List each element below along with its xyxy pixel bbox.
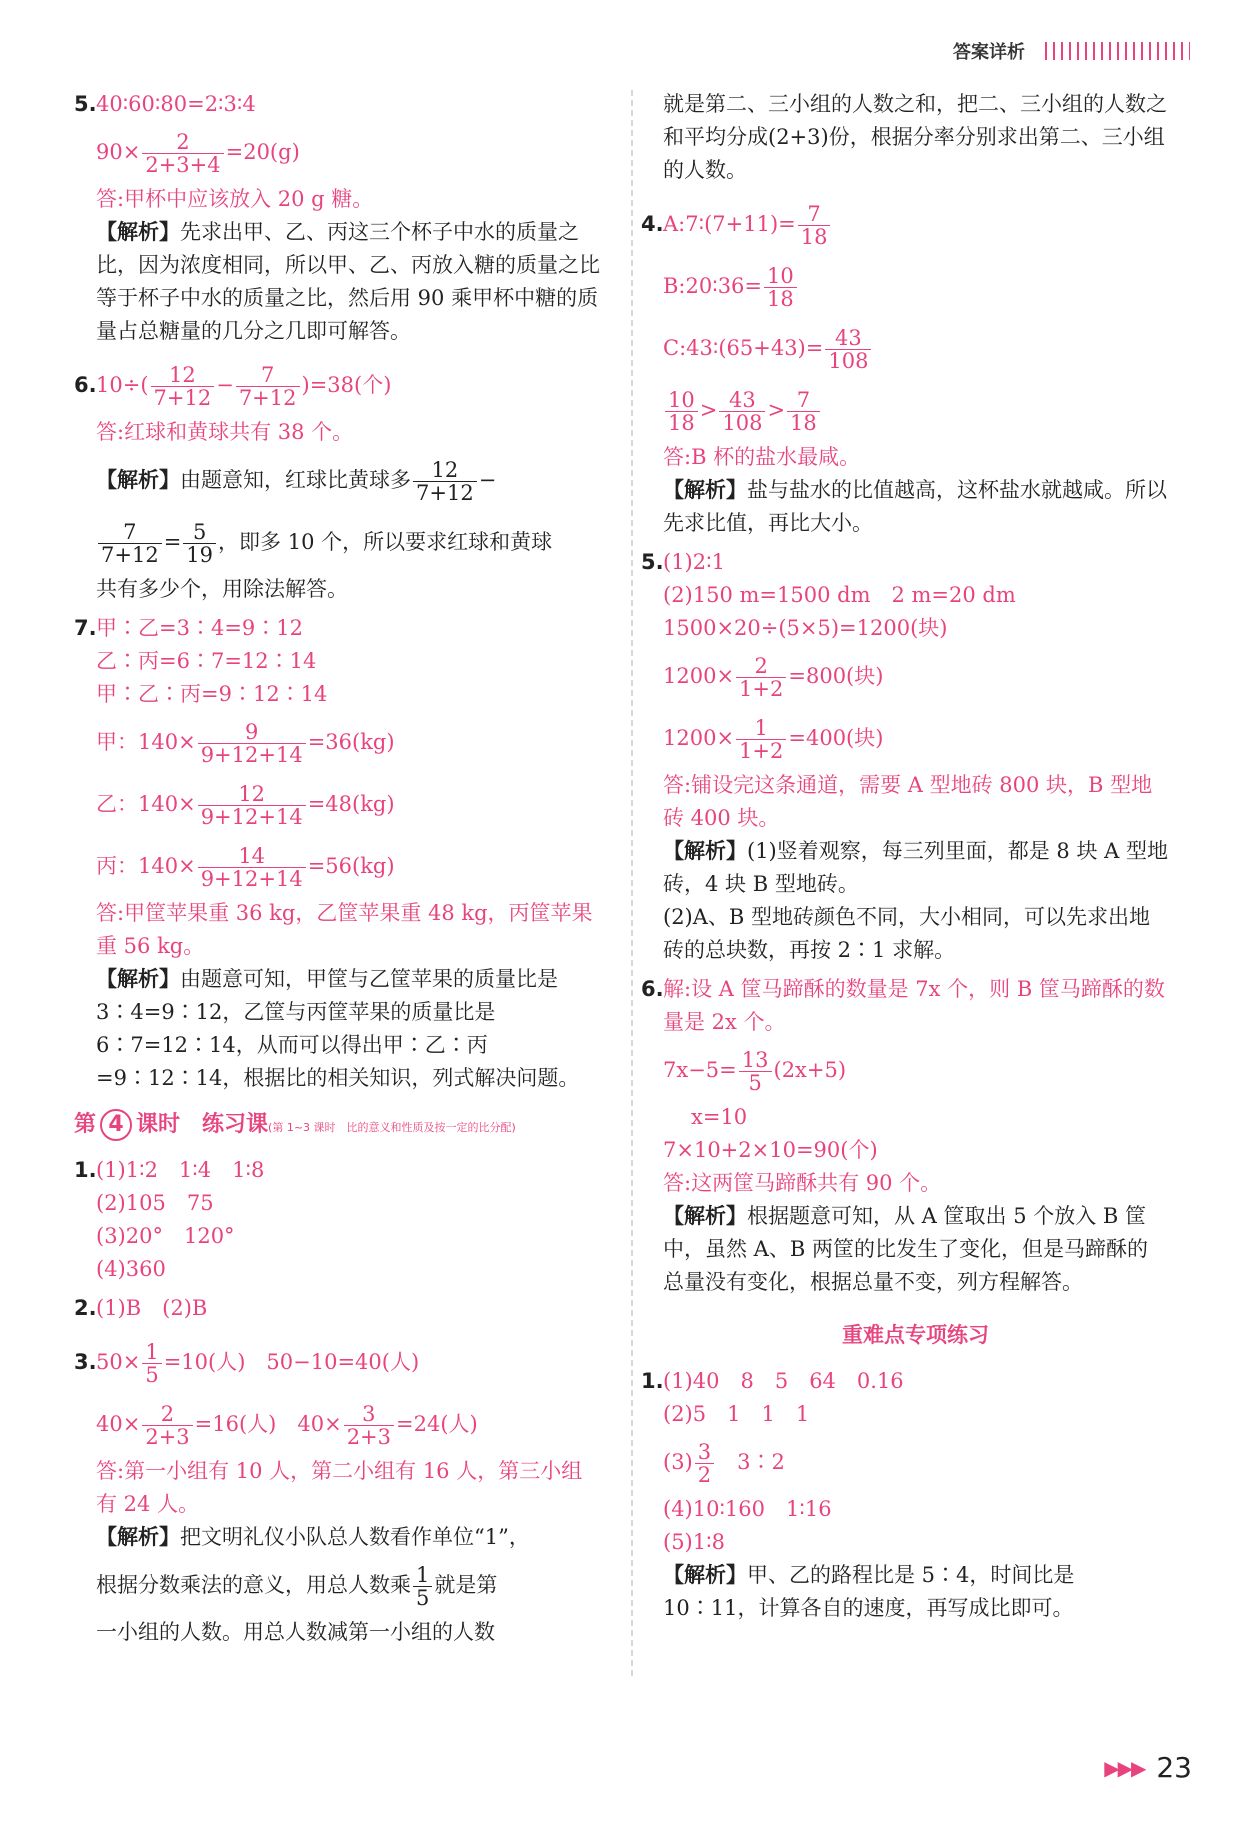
text-line: 90× $\frac{2}{2+3+4}$ =20(g): [96, 130, 300, 177]
fraction: $\frac{1}{1+2}$: [736, 717, 786, 762]
arrow-decoration-icon: ▶▶▶: [1104, 1755, 1145, 1780]
text-line: 6. 10÷( $\frac{12}{7+12}$ − $\frac{7}{7+12}$ )=38(个): [96, 354, 601, 416]
fraction: $\frac{2}{1+2}$: [736, 655, 786, 700]
fraction: $\frac{2}{2+3}$: [142, 1403, 192, 1448]
exercise-3: [74, 1331, 601, 1649]
answer-6-right: [641, 973, 1168, 1299]
analysis-tag: 【解析】: [663, 1204, 747, 1228]
text-line: C:43∶(65+43)= $\frac{43}{108}$: [663, 317, 1168, 379]
text-line: 1200× $\frac{1}{1+2}$ =400(块): [663, 716, 884, 763]
text-line: (2)5 1 1 1: [663, 1402, 810, 1426]
text-line: (3)20° 120°: [96, 1224, 235, 1248]
fraction: $\frac{43}{108}$: [825, 327, 871, 372]
text-line: 3.: [74, 1350, 97, 1374]
text-line: 【解析】把文明礼仪小队总人数看作单位“1”，: [96, 1525, 530, 1549]
fraction: $\frac{3}{2+3}$: [344, 1403, 394, 1448]
answer-text: 答:铺设完这条通道，需要 A 型地砖 800 块，B 型地砖 400 块。: [663, 773, 1153, 830]
text-line: 5.: [74, 92, 97, 116]
text-line: 乙∶丙=6∶7=12∶14: [96, 649, 317, 673]
text-line: x=10: [691, 1105, 748, 1129]
text-line: 一小组的人数。用总人数减第一小组的人数: [96, 1620, 495, 1644]
header-stripe-decoration: [1045, 42, 1190, 60]
answer-text: 答:B 杯的盐水最咸。: [663, 445, 861, 469]
analysis-tag: 【解析】: [663, 1563, 747, 1587]
fraction: $\frac{7}{7+12}$: [236, 364, 300, 409]
fraction: $\frac{12}{9+12+14}$: [198, 783, 306, 828]
exercise-1: [74, 1154, 601, 1286]
analysis-tag: 【解析】: [663, 839, 747, 863]
key-exercise-1: [641, 1365, 1168, 1625]
text-line: (4)10∶160 1∶16: [663, 1497, 832, 1521]
text-line: $\frac{7}{7+12}$ = $\frac{5}{19}$ ，即多 10 个，所以要求红球和黄球: [96, 511, 601, 573]
fraction: $\frac{10}{18}$: [665, 389, 698, 434]
text-line: 1.: [641, 1369, 664, 1393]
answer-text: 答:第一小组有 10 人，第二小组有 16 人，第三小组有 24 人。: [96, 1459, 583, 1516]
text-line: 【解析】由题意知，红球比黄球多 $\frac{12}{7+12}$ −: [96, 458, 497, 505]
text-line: 1500×20÷(5×5)=1200(块): [663, 616, 948, 640]
analysis-tag: 【解析】: [96, 1525, 180, 1549]
analysis-tag: 【解析】: [96, 967, 180, 991]
fraction: $\frac{43}{108}$: [719, 389, 765, 434]
fraction: $\frac{3}{2}$: [695, 1441, 714, 1486]
fraction: $\frac{7}{18}$: [798, 203, 831, 248]
text-line: 6. 解:设 A 筐马蹄酥的数量是 7x 个，则 B 筐马蹄酥的数量是 2x 个。: [663, 973, 1168, 1039]
text-line: 1. (1)40 8 5 64 0.16: [663, 1365, 1168, 1398]
text-line: (4)360: [96, 1257, 166, 1281]
text-line: 3. 50× $\frac{1}{5}$ =10(人) 50−10=40(人): [96, 1331, 601, 1393]
answer-5-right: [641, 546, 1168, 967]
fraction: $\frac{14}{9+12+14}$: [198, 845, 306, 890]
left-column: [74, 88, 601, 1655]
text-line: 40× $\frac{2}{2+3}$ =16(人) 40× $\frac{3}{2+3}$ =24(人): [96, 1402, 478, 1449]
text-line: 5. (1)2∶1: [663, 546, 1168, 579]
text-line: 【解析】甲、乙的路程比是 5∶4，时间比是 10∶11，计算各自的速度，再写成比即可。: [663, 1563, 1075, 1620]
answer-text: 答:甲杯中应该放入 20 g 糖。: [96, 187, 374, 211]
text-line: 根据分数乘法的意义，用总人数乘 $\frac{1}{5}$ 就是第: [96, 1563, 498, 1610]
header-title: 答案详析: [953, 42, 1025, 63]
analysis-text: 先求出甲、乙、丙这三个杯子中水的质量之比，因为浓度相同，所以甲、乙、丙放入糖的质量之比等于杯子中水的质量之比，然后用 90 乘甲杯中糖的质量占总糖量的几分之几即可解答。: [96, 220, 600, 343]
text-line: 共有多少个，用除法解答。: [96, 577, 348, 601]
text-line: 2. (1)B (2)B: [96, 1292, 601, 1325]
answer-6: [74, 354, 601, 606]
text-line: 6.: [641, 977, 664, 1001]
text-line: 7×10+2×10=90(个): [663, 1138, 878, 1162]
fraction: $\frac{2}{2+3+4}$: [142, 131, 223, 176]
text-line: 丙：140× $\frac{14}{9+12+14}$ =56(kg): [96, 844, 395, 891]
fraction: $\frac{12}{7+12}$: [413, 459, 477, 504]
text-line: 1.: [74, 1158, 97, 1182]
continued-analysis: 就是第二、三小组的人数之和，把二、三小组的人数之和平均分成(2+3)份，根据分率分别求出第二、三小组的人数。: [663, 92, 1167, 182]
text-line: 5. 40∶60∶80=2∶3∶4: [96, 88, 601, 121]
fraction: $\frac{5}{19}$: [183, 521, 216, 566]
text-line: (3) $\frac{3}{2}$ 3∶2: [663, 1440, 785, 1487]
fraction: $\frac{7}{7+12}$: [98, 521, 162, 566]
text-line: 4.: [641, 212, 664, 236]
lesson-heading: 第 4 课时 练习课(第 1~3 课时 比的意义和性质及按一定的比分配): [74, 1105, 601, 1148]
fraction: $\frac{13}{5}$: [739, 1049, 772, 1094]
text-line: 7x−5= $\frac{13}{5}$ (2x+5): [663, 1048, 847, 1095]
answer-7: [74, 612, 601, 1095]
column-divider: [631, 90, 633, 1676]
text-line: 甲∶乙∶丙=9∶12∶14: [96, 682, 328, 706]
text-line: [96, 216, 601, 348]
text-line: 2.: [74, 1296, 97, 1320]
text-line: 7. 甲∶乙=3∶4=9∶12: [96, 612, 601, 645]
page-footer: [1104, 1751, 1192, 1784]
analysis-tag: 【解析】: [96, 220, 180, 244]
text-line: $\frac{10}{18}$ > $\frac{43}{108}$ > $\frac{7}{18}$: [663, 379, 1168, 441]
analysis-tag: 【解析】: [663, 478, 747, 502]
page-number: 23: [1156, 1751, 1192, 1784]
text-line: (2)105 75: [96, 1191, 214, 1215]
answer-text: 答:这两筐马蹄酥共有 90 个。: [663, 1171, 942, 1195]
text-line: 1200× $\frac{2}{1+2}$ =800(块): [663, 654, 884, 701]
text-line: 【解析】(1)竖着观察，每三列里面，都是 8 块 A 型地砖，4 块 B 型地砖。: [663, 839, 1168, 896]
text-line: (2)150 m=1500 dm 2 m=20 dm: [663, 583, 1016, 607]
text-line: 6.: [74, 373, 97, 397]
text-line: 【解析】由题意可知，甲筐与乙筐苹果的质量比是 3∶4=9∶12，乙筐与丙筐苹果的质量比是 6∶7=12∶14，从而可以得出甲∶乙∶丙=9∶12∶14，根据比的相关知识，列式解决问题。: [96, 967, 580, 1090]
text-line: 【解析】盐与盐水的比值越高，这杯盐水就越咸。所以先求比值，再比大小。: [663, 478, 1167, 535]
fraction: $\frac{12}{7+12}$: [151, 364, 215, 409]
answer-text: 答:红球和黄球共有 38 个。: [96, 420, 354, 444]
analysis-tag: 【解析】: [96, 468, 180, 492]
fraction: $\frac{1}{5}$: [142, 1341, 161, 1386]
text-line: B:20∶36= $\frac{10}{18}$: [663, 255, 1168, 317]
text-line: 甲：140× $\frac{9}{9+12+14}$ =36(kg): [96, 720, 395, 767]
exercise-2: [74, 1292, 601, 1325]
text-line: 乙：140× $\frac{12}{9+12+14}$ =48(kg): [96, 782, 395, 829]
page-header: [953, 38, 1190, 64]
text-line: (2)A、B 型地砖颜色不同，大小相同，可以先求出地砖的总块数，再按 2∶1 求解。: [663, 905, 1151, 962]
fraction: $\frac{7}{18}$: [787, 389, 820, 434]
text-line: (5)1∶8: [663, 1530, 725, 1554]
text-line: 4. A:7∶(7+11)= $\frac{7}{18}$: [663, 193, 1168, 255]
right-column: [641, 88, 1168, 1631]
text-line: 7.: [74, 616, 97, 640]
text-line: 1. (1)1∶2 1∶4 1∶8: [96, 1154, 601, 1187]
answer-5: [74, 88, 601, 348]
fraction: $\frac{1}{5}$: [413, 1564, 432, 1609]
fraction: $\frac{10}{18}$: [764, 265, 797, 310]
fraction: $\frac{9}{9+12+14}$: [198, 721, 306, 766]
section-title: 重难点专项练习: [842, 1323, 989, 1347]
answer-text: 答:甲筐苹果重 36 kg，乙筐苹果重 48 kg，丙筐苹果重 56 kg。: [96, 901, 593, 958]
text-line: 5.: [641, 550, 664, 574]
text-line: 【解析】根据题意可知，从 A 筐取出 5 个放入 B 筐中，虽然 A、B 两筐的比发生了变化，但是马蹄酥的总量没有变化，根据总量不变，列方程解答。: [663, 1204, 1148, 1294]
answer-4: [641, 193, 1168, 540]
